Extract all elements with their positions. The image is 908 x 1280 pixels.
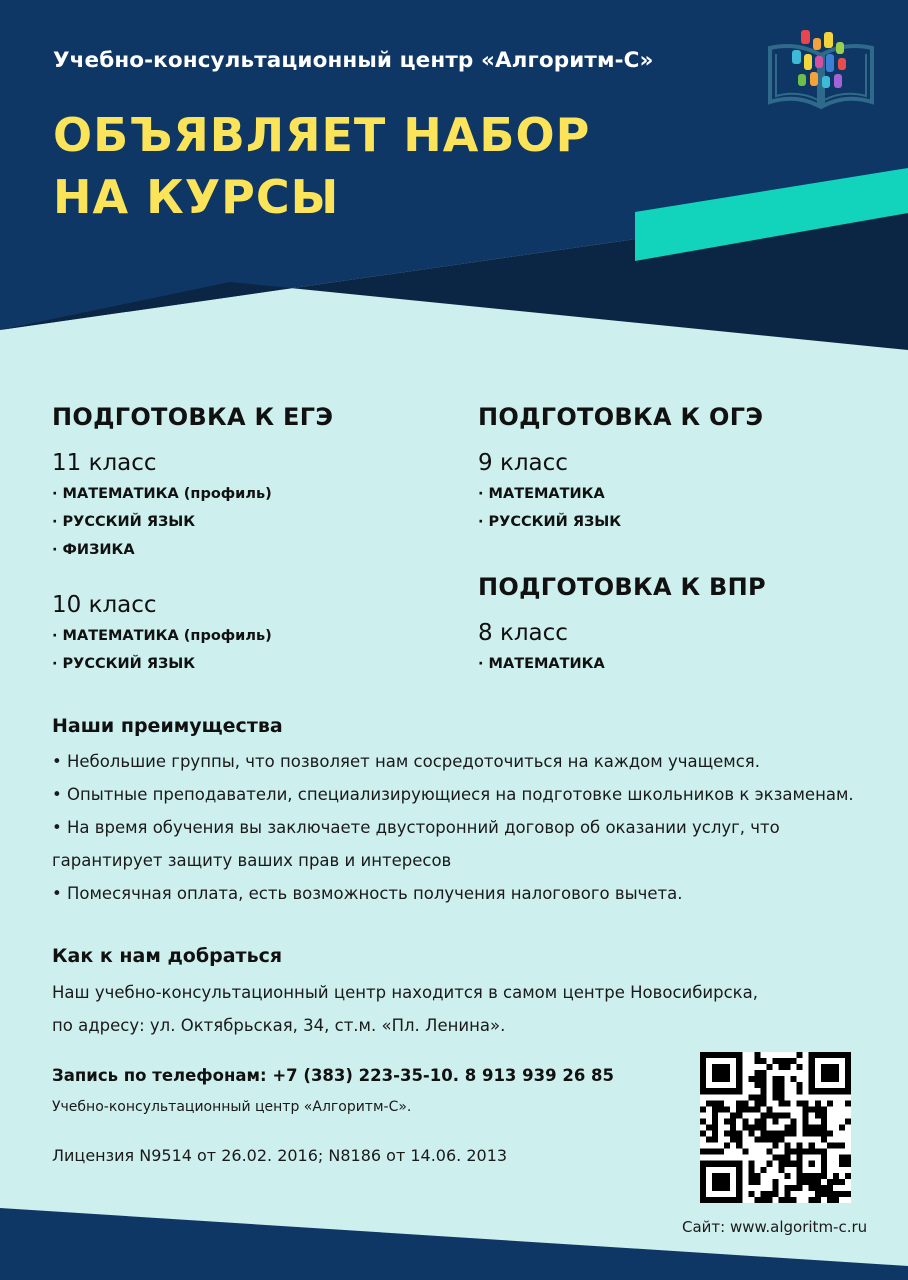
headline-line-2: НА КУРСЫ — [53, 170, 340, 224]
subject-item: · МАТЕМАТИКА (профиль) — [52, 628, 272, 644]
advantage-item: гарантирует защиту ваших прав и интересов — [52, 851, 452, 870]
subject-item: · РУССКИЙ ЯЗЫК — [52, 656, 196, 672]
directions-line: по адресу: ул. Октябрьская, 34, ст.м. «Пл. Ленина». — [52, 1016, 506, 1035]
center-line: Учебно-консультационный центр «Алгоритм-С». — [52, 1099, 412, 1115]
site-line: Сайт: www.algoritm-c.ru — [682, 1218, 868, 1236]
headline-line-1: ОБЪЯВЛЯЕТ НАБОР — [53, 108, 591, 162]
vpr-subjects — [478, 650, 605, 678]
subject-item: · РУССКИЙ ЯЗЫК — [52, 514, 196, 530]
advantages-title: Наши преимущества — [52, 715, 283, 737]
advantages-list — [52, 745, 892, 910]
oge-grade-9: 9 класс — [478, 450, 568, 476]
subject-item: · МАТЕМАТИКА — [478, 486, 605, 502]
directions-line: Наш учебно-консультационный центр находится в самом центре Новосибирска, — [52, 983, 759, 1002]
license-line: Лицензия N9514 от 26.02. 2016; N8186 от 14.06. 2013 — [52, 1146, 508, 1165]
ege-grade-11-subjects — [52, 480, 272, 564]
ege-grade-10: 10 класс — [52, 592, 157, 618]
directions-title: Как к нам добраться — [52, 945, 283, 967]
directions-text — [52, 976, 758, 1042]
qr-code-icon — [700, 1052, 851, 1203]
center-name: Учебно-консультационный центр «Алгоритм-С» — [53, 48, 654, 73]
oge-subjects — [478, 480, 621, 536]
headline — [53, 104, 590, 228]
oge-title: ПОДГОТОВКА К ОГЭ — [478, 403, 764, 431]
advantage-item: • На время обучения вы заключаете двусторонний договор об оказании услуг, что — [52, 818, 780, 837]
subject-item: · МАТЕМАТИКА (профиль) — [52, 486, 272, 502]
phones-line: Запись по телефонам: +7 (383) 223-35-10. 8 913 939 26 85 — [52, 1066, 615, 1085]
advantage-item: • Опытные преподаватели, специализирующиеся на подготовке школьников к экзаменам. — [52, 785, 854, 804]
ege-grade-11: 11 класс — [52, 450, 157, 476]
subject-item: · МАТЕМАТИКА — [478, 656, 605, 672]
subject-item: · РУССКИЙ ЯЗЫК — [478, 514, 622, 530]
advantage-item: • Помесячная оплата, есть возможность получения налогового вычета. — [52, 884, 683, 903]
ege-title: ПОДГОТОВКА К ЕГЭ — [52, 403, 334, 431]
advantage-item: • Небольшие группы, что позволяет нам сосредоточиться на каждом учащемся. — [52, 752, 760, 771]
vpr-grade-8: 8 класс — [478, 620, 568, 646]
book-logo-icon — [768, 28, 874, 112]
vpr-title: ПОДГОТОВКА К ВПР — [478, 573, 766, 601]
ege-grade-10-subjects — [52, 622, 272, 678]
subject-item: · ФИЗИКА — [52, 542, 135, 558]
